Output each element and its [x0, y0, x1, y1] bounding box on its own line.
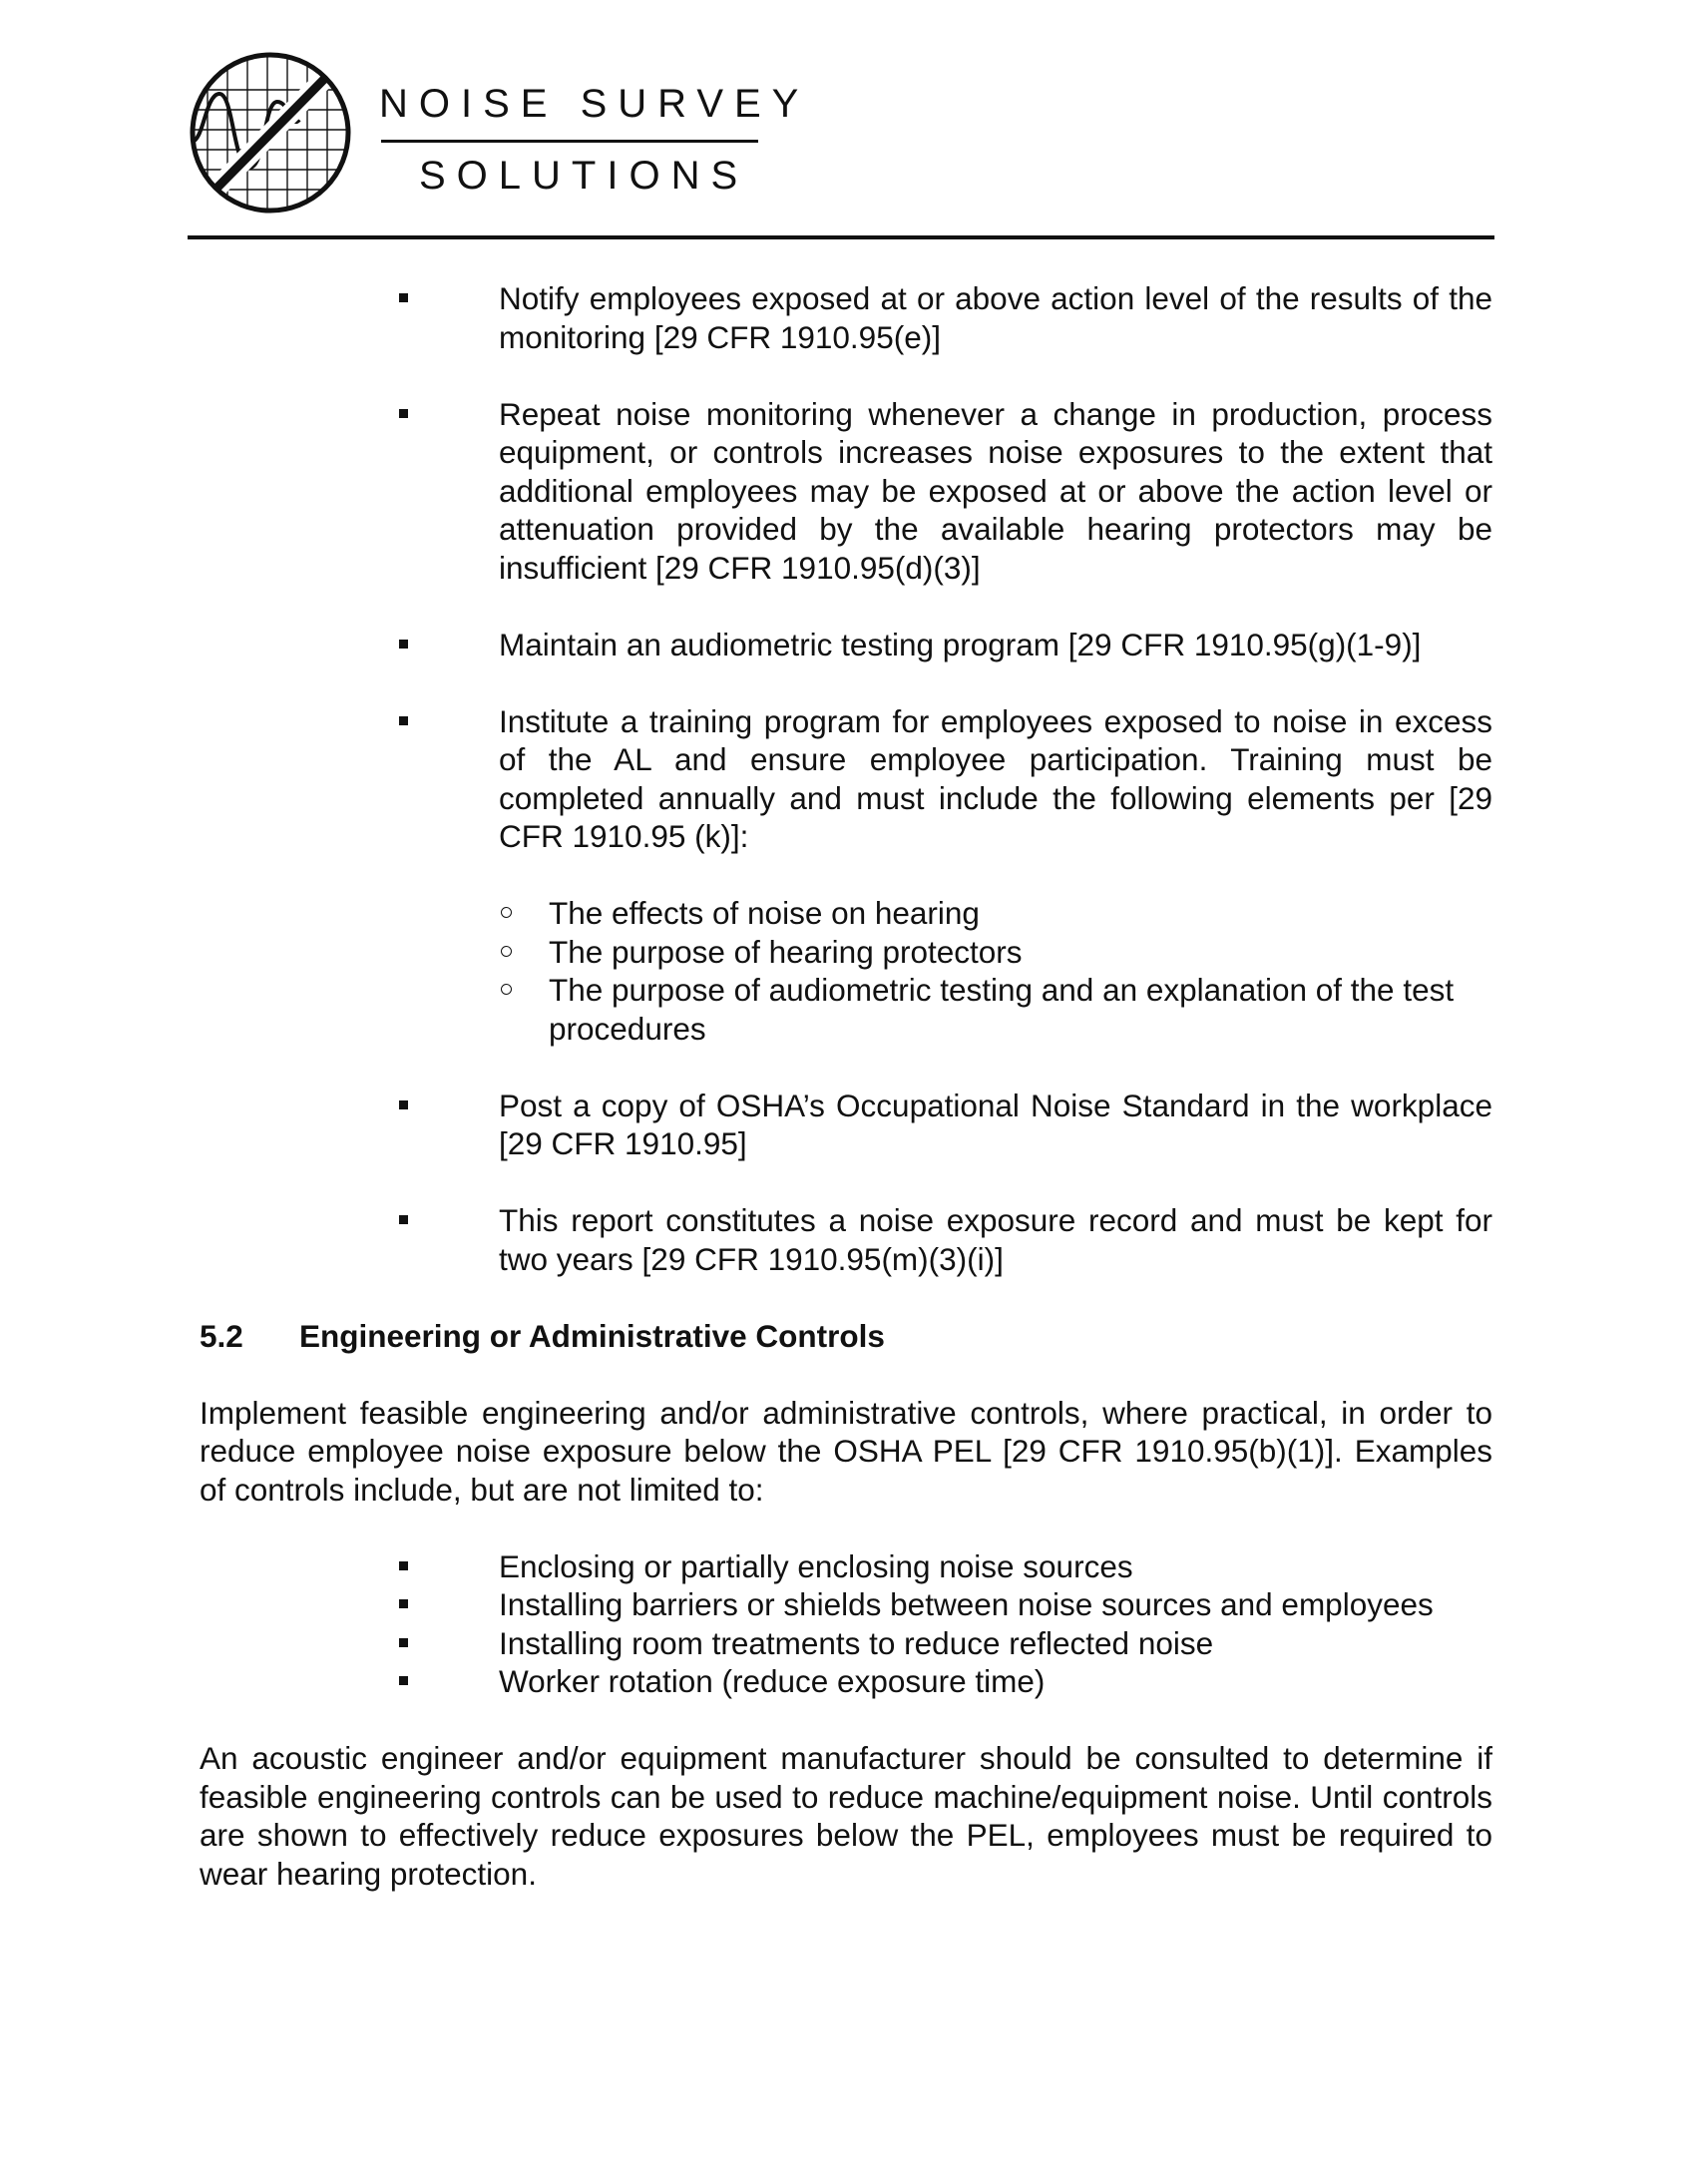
list-item: [200, 1547, 1492, 1586]
section-heading: [200, 1317, 1492, 1356]
training-elements-list: [499, 894, 1492, 1048]
noise-wave-logo-icon: [188, 50, 353, 216]
square-bullet-icon: [399, 1561, 408, 1570]
list-item-text: Maintain an audiometric testing program [29 CFR 1910.95(g)(1-9)]: [499, 626, 1422, 662]
list-item: [200, 1624, 1492, 1663]
list-item: [200, 395, 1492, 588]
list-item: [200, 1585, 1492, 1624]
list-item-text: This report constitutes a noise exposure record and must be kept for two years [29 CFR 1910.95(m)(3)(i)]: [499, 1202, 1492, 1277]
section-title: Engineering or Administrative Controls: [299, 1317, 885, 1354]
list-item: [200, 702, 1492, 1049]
closing-paragraph: An acoustic engineer and/or equipment manufacturer should be consulted to determine if feasible engineering controls can be used to reduce machine/equipment noise. Until controls are shown to effectively reduce exposures below the PEL, employees must be required to wear hearing protection.: [200, 1740, 1492, 1892]
list-item-text: Enclosing or partially enclosing noise sources: [499, 1547, 1133, 1584]
list-item: [200, 1662, 1492, 1701]
square-bullet-icon: [399, 1215, 408, 1224]
section-intro-paragraph: Implement feasible engineering and/or administrative controls, where practical, in order to reduce employee noise exposure below the OSHA PEL [29 CFR 1910.95(b)(1)]. Examples of controls include, but are not limited to:: [200, 1394, 1492, 1508]
list-item: [200, 279, 1492, 356]
list-item: [200, 1201, 1492, 1278]
square-bullet-icon: [399, 1100, 408, 1109]
document-body: [200, 279, 1492, 1932]
list-item-text: Notify employees exposed at or above action level of the results of the monitoring [29 CFR 1910.95(e)]: [499, 280, 1492, 355]
brand-divider: [381, 140, 758, 143]
brand-name-line1: NOISE SURVEY: [379, 82, 810, 126]
page-header: [188, 44, 1494, 239]
section-number: 5.2: [200, 1317, 243, 1354]
square-bullet-icon: [399, 1676, 408, 1685]
circle-bullet-icon: [501, 907, 512, 918]
controls-list: [200, 1547, 1492, 1701]
list-item-text: Institute a training program for employees exposed to noise in excess of the AL and ensure employee participation. Training must be completed annually and must include the following elements per [29 CFR 1910.95 (k)]:: [499, 702, 1492, 854]
requirements-list: [200, 279, 1492, 1278]
circle-bullet-icon: [501, 984, 512, 995]
list-item: [200, 626, 1492, 664]
brand-name-line2: SOLUTIONS: [419, 154, 749, 198]
list-item-text: Repeat noise monitoring whenever a change in production, process equipment, or controls increases noise exposures to the extent that additional employees may be exposed at or above the action level or attenuation provided by the available hearing protectors may be insufficient [29 CFR 1910.95(d)(3)]: [499, 395, 1492, 586]
list-item: [200, 1087, 1492, 1163]
list-item-text: Worker rotation (reduce exposure time): [499, 1663, 1046, 1699]
circle-bullet-icon: [501, 946, 512, 957]
square-bullet-icon: [399, 1638, 408, 1647]
sub-list-item: [499, 894, 1492, 933]
square-bullet-icon: [399, 1599, 408, 1608]
sub-list-item: [499, 933, 1492, 972]
sub-list-item: [499, 971, 1492, 1048]
sub-list-item-text: The effects of noise on hearing: [549, 895, 980, 931]
list-item-text: Post a copy of OSHA’s Occupational Noise Standard in the workplace [29 CFR 1910.95]: [499, 1087, 1492, 1161]
list-item-text: Installing barriers or shields between noise sources and employees: [499, 1586, 1434, 1622]
header-rule: [188, 235, 1494, 239]
sub-list-item-text: The purpose of hearing protectors: [549, 933, 1023, 970]
list-item-text: Installing room treatments to reduce reflected noise: [499, 1624, 1214, 1661]
sub-list-item-text: The purpose of audiometric testing and an explanation of the test procedures: [549, 972, 1455, 1047]
square-bullet-icon: [399, 293, 408, 302]
square-bullet-icon: [399, 409, 408, 418]
square-bullet-icon: [399, 716, 408, 725]
square-bullet-icon: [399, 640, 408, 649]
